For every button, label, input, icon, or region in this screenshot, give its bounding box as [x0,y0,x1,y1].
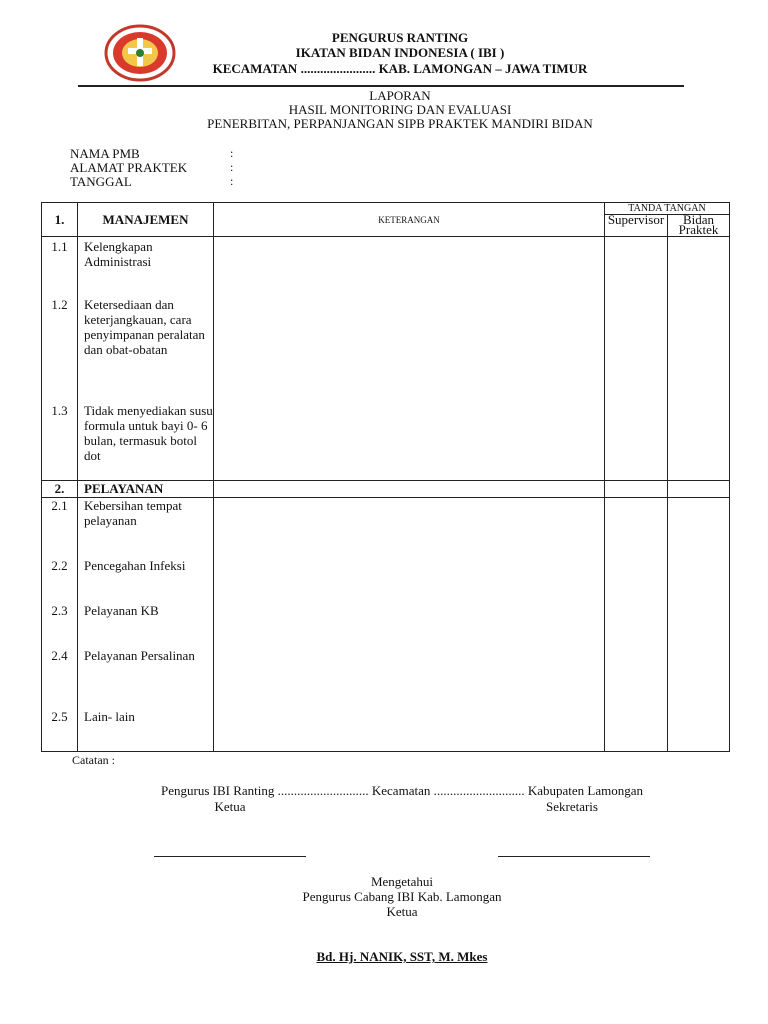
org-name-line1: PENGURUS RANTING [331,30,469,45]
row-supervisor-cell[interactable] [605,709,668,752]
mengetahui-label: Mengetahui [370,874,434,889]
row-label: Pelayanan Persalinan [78,648,214,709]
sekretaris-label: Sekretaris [546,799,598,814]
row-bidan-cell[interactable] [668,403,730,481]
row-label: Ketersediaan dan keterjangkauan, cara penyimpanan peralatan dan obat-obatan [78,297,214,403]
table-head-number: 1. [42,203,78,237]
row-label: Pelayanan KB [78,603,214,648]
report-subtitle: HASIL MONITORING DAN EVALUASI [288,102,512,117]
row-keterangan-cell[interactable] [214,558,605,603]
table-row [42,237,730,297]
section-number: 2. [42,481,78,498]
table-row [42,603,730,648]
row-bidan-cell[interactable] [668,558,730,603]
sekretaris-signature-line[interactable] [498,856,650,857]
row-label: Tidak menyediakan susu formula untuk bayi 0- 6 bulan, termasuk botol dot [78,403,214,481]
row-keterangan-cell[interactable] [214,297,605,403]
row-label: Lain- lain [78,709,214,752]
field-nama-pmb-label: NAMA PMB [70,146,140,161]
row-label: Kebersihan tempat pelayanan [78,498,214,558]
report-title: LAPORAN [369,88,431,103]
report-subtitle-2: PENERBITAN, PERPANJANGAN SIPB PRAKTEK MANDIRI BIDAN [207,116,593,131]
row-supervisor-cell[interactable] [605,403,668,481]
table-head-supervisor: Supervisor [605,215,668,237]
row-keterangan-cell[interactable] [214,709,605,752]
field-alamat-value[interactable]: : [230,160,234,174]
row-bidan-cell[interactable] [668,648,730,709]
row-supervisor-cell[interactable] [605,297,668,403]
table-row [42,498,730,558]
table-row [42,709,730,752]
row-keterangan-cell[interactable] [214,603,605,648]
cabang-label: Pengurus Cabang IBI Kab. Lamongan [302,889,502,904]
row-supervisor-cell[interactable] [605,558,668,603]
row-bidan-cell[interactable] [668,237,730,297]
ibi-logo [104,24,176,82]
table-row [42,558,730,603]
row-number: 2.1 [42,498,78,558]
field-tanggal-value[interactable]: : [230,174,234,188]
field-alamat-label: ALAMAT PRAKTEK [70,160,188,175]
row-number: 1.1 [42,237,78,297]
table-row [42,648,730,709]
row-label: Kelengkapan Administrasi [78,237,214,297]
row-bidan-cell[interactable] [668,603,730,648]
table-head-tanda-tangan: TANDA TANGAN [605,203,730,215]
table-row [42,297,730,403]
ketua-signature-line[interactable] [154,856,306,857]
row-supervisor-cell[interactable] [605,498,668,558]
section-header-row [42,481,730,498]
row-bidan-cell[interactable] [668,498,730,558]
org-name-line2: IKATAN BIDAN INDONESIA ( IBI ) [295,45,505,60]
cabang-ketua-label: Ketua [386,904,418,919]
table-head-manajemen: MANAJEMEN [78,203,214,237]
row-supervisor-cell[interactable] [605,648,668,709]
section-keterangan-cell [214,481,605,498]
ranting-line: Pengurus IBI Ranting ............................ Kecamatan ............................ Kabupaten Lamongan [161,783,643,798]
row-keterangan-cell[interactable] [214,403,605,481]
row-number: 1.2 [42,297,78,403]
section-title: PELAYANAN [78,481,214,498]
section-bidan-cell [668,481,730,498]
table-row [42,403,730,481]
section-supervisor-cell [605,481,668,498]
row-number: 2.3 [42,603,78,648]
org-address-line: KECAMATAN ....................... KAB. LAMONGAN – JAWA TIMUR [212,61,588,76]
row-bidan-cell[interactable] [668,297,730,403]
row-keterangan-cell[interactable] [214,648,605,709]
row-keterangan-cell[interactable] [214,237,605,297]
table-head-bidan: Bidan Praktek [668,215,730,237]
row-keterangan-cell[interactable] [214,498,605,558]
row-number: 1.3 [42,403,78,481]
row-number: 2.2 [42,558,78,603]
row-number: 2.5 [42,709,78,752]
field-nama-pmb-value[interactable]: : [230,146,234,160]
field-tanggal-label: TANGGAL [70,174,132,189]
row-supervisor-cell[interactable] [605,237,668,297]
row-bidan-cell[interactable] [668,709,730,752]
row-supervisor-cell[interactable] [605,603,668,648]
row-number: 2.4 [42,648,78,709]
catatan-label: Catatan : [72,753,115,767]
ketua-label: Ketua [214,799,246,814]
monitoring-table [41,202,730,752]
table-head-keterangan: KETERANGAN [214,203,605,237]
header-rule [78,85,684,87]
row-label: Pencegahan Infeksi [78,558,214,603]
signatory-name: Bd. Hj. NANIK, SST, M. Mkes [316,949,488,964]
